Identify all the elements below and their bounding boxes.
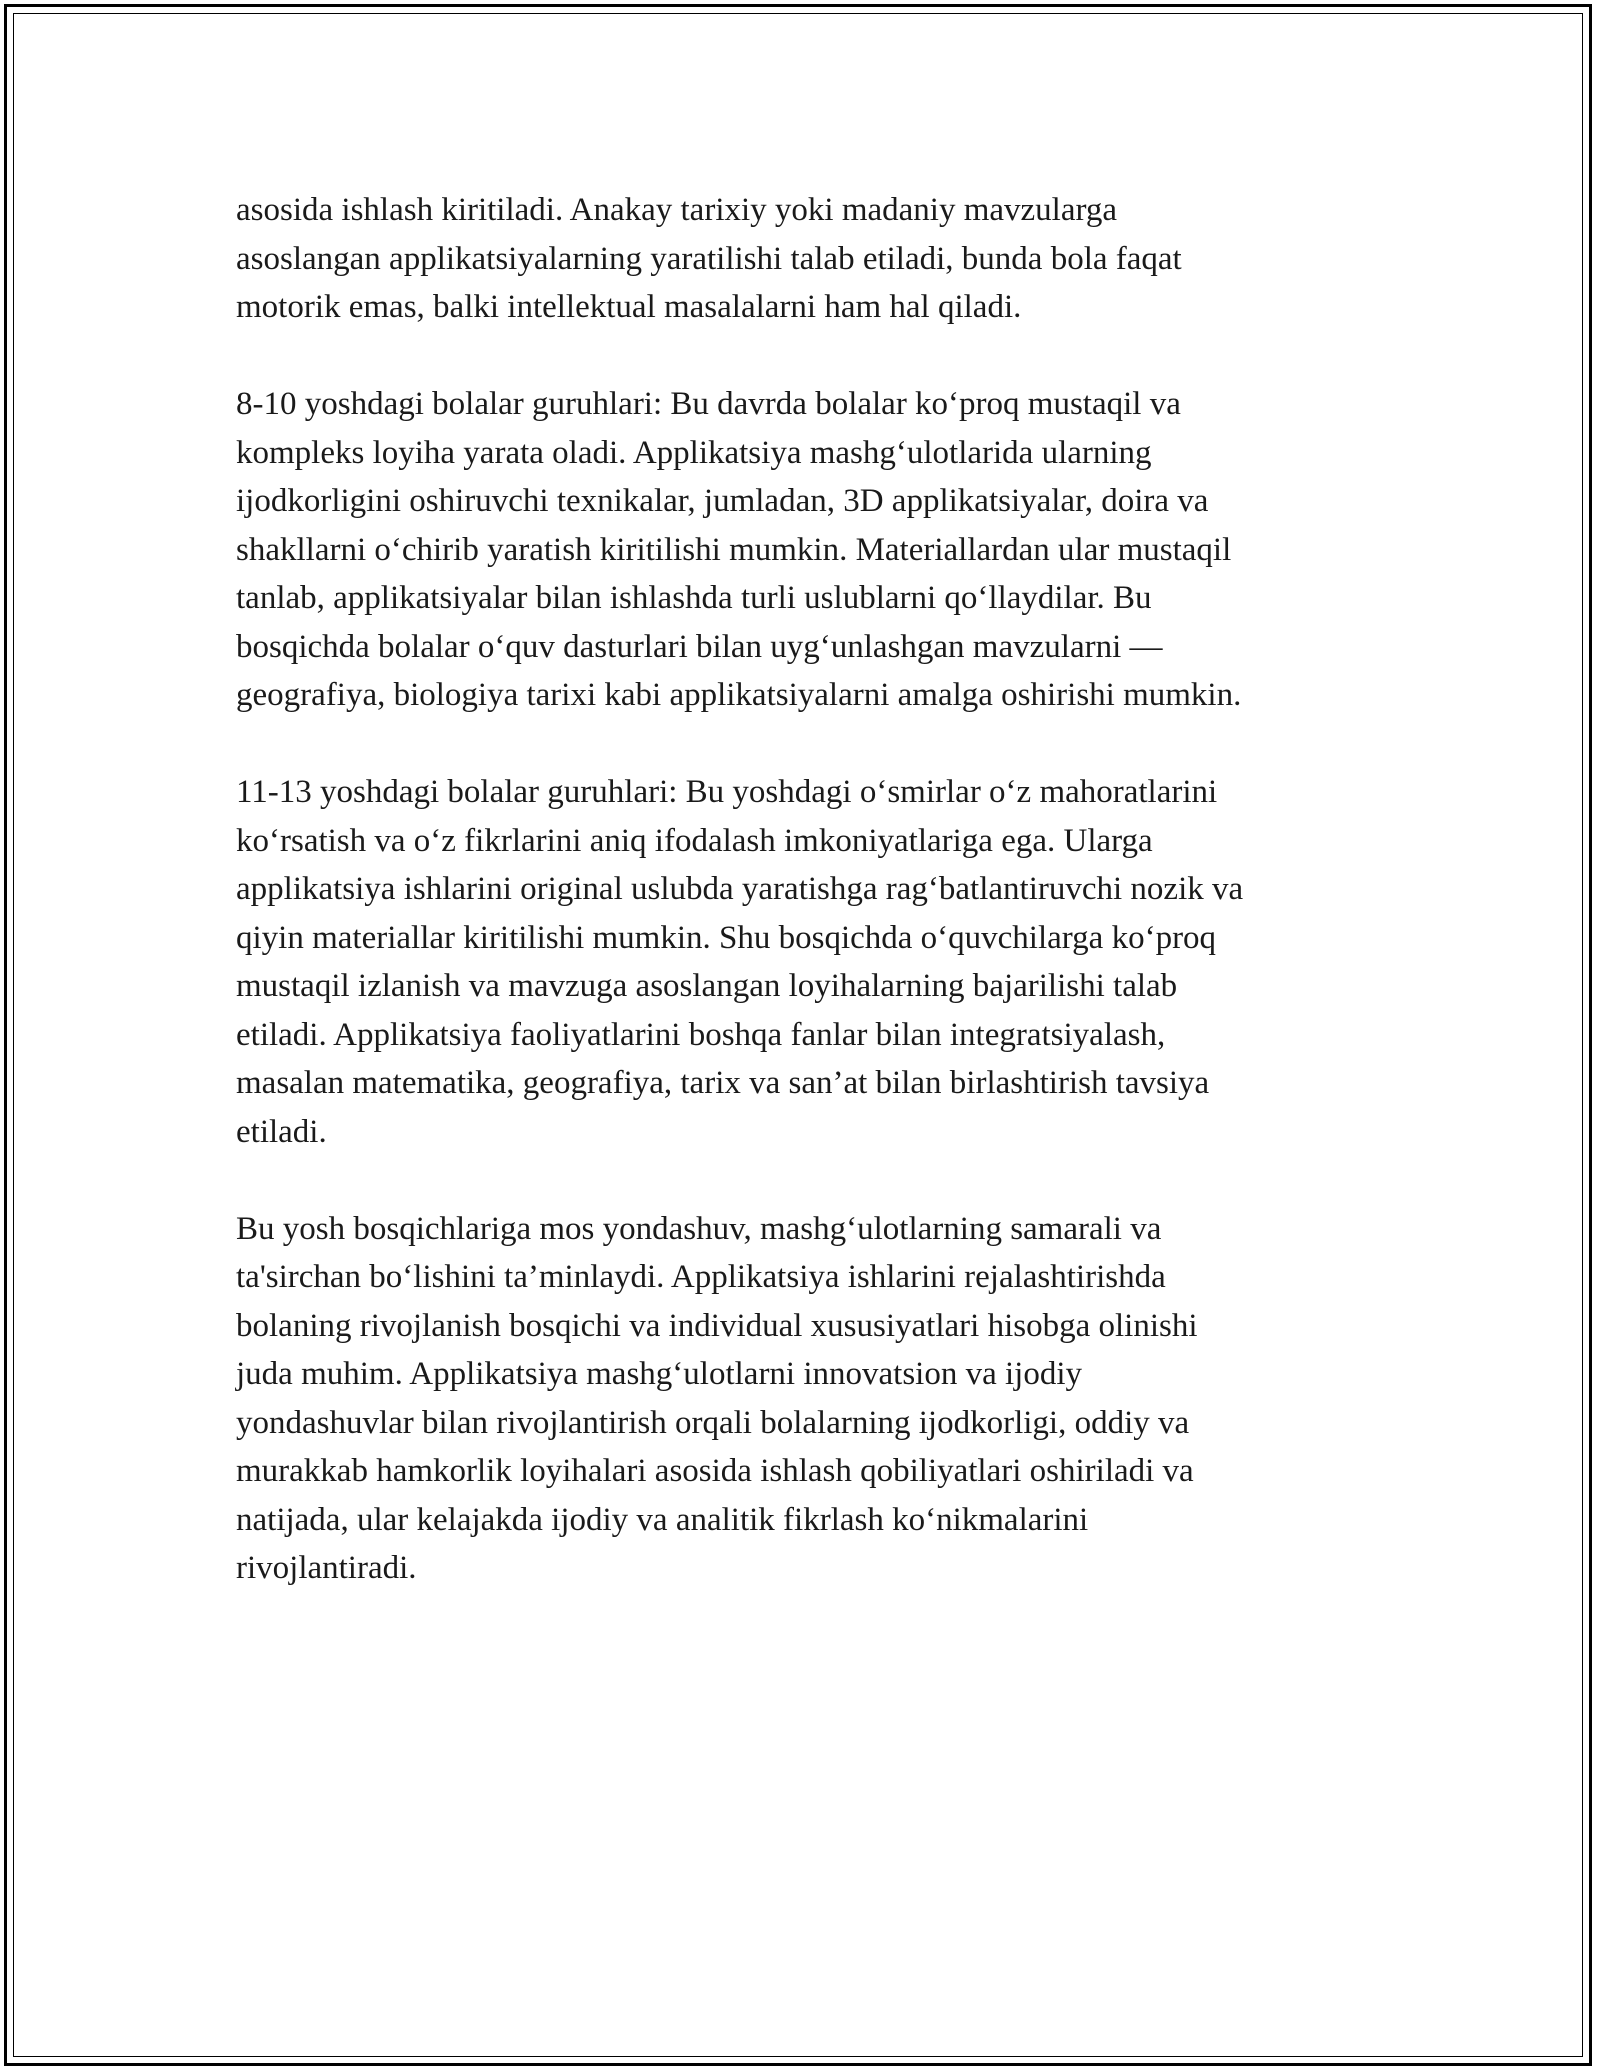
- text-line: asosida ishlash kiritiladi. Anakay tarixiy yoki madaniy mavzularga: [236, 192, 1118, 228]
- document-body: [236, 186, 1366, 1641]
- paragraph-conclusion: [236, 1205, 1366, 1593]
- text-line: bolaning rivojlanish bosqichi va individual xususiyatlari hisobga olinishi: [236, 1307, 1198, 1344]
- text-line: kompleks loyiha yarata oladi. Applikatsiya mashgʻulotlarida ularning: [236, 434, 1152, 471]
- paragraph-age-11-13: [236, 768, 1366, 1156]
- text-line: 8-10 yoshdagi bolalar guruhlari: Bu davrda bolalar koʻproq mustaqil va: [236, 386, 1181, 422]
- text-line: mustaqil izlanish va mavzuga asoslangan loyihalarning bajarilishi talab: [236, 968, 1178, 1004]
- text-line: ijodkorligini oshiruvchi texnikalar, jumladan, 3D applikatsiyalar, doira va: [236, 483, 1209, 519]
- paragraph-age-8-10: [236, 380, 1366, 720]
- text-line: murakkab hamkorlik loyihalari asosida ishlash qobiliyatlari oshiriladi va: [236, 1453, 1194, 1489]
- text-line: motorik emas, balki intellektual masalalarni ham hal qiladi.: [236, 289, 1022, 325]
- text-line: juda muhim. Applikatsiya mashgʻulotlarni innovatsion va ijodiy: [236, 1356, 1082, 1392]
- text-line: natijada, ular kelajakda ijodiy va analitik fikrlash koʻnikmalarini: [236, 1501, 1089, 1538]
- text-line: etiladi.: [236, 1113, 327, 1150]
- text-line: koʻrsatish va oʻz fikrlarini aniq ifodalash imkoniyatlariga ega. Ularga: [236, 822, 1153, 859]
- text-line: tanlab, applikatsiyalar bilan ishlashda turli uslublarni qoʻllaydilar. Bu: [236, 580, 1152, 616]
- text-line: ta'sirchan boʻlishini ta’minlaydi. Applikatsiya ishlarini rejalashtirishda: [236, 1259, 1166, 1295]
- text-line: yondashuvlar bilan rivojlantirish orqali bolalarning ijodkorligi, oddiy va: [236, 1404, 1190, 1441]
- text-line: bosqichda bolalar oʻquv dasturlari bilan uygʻunlashgan mavzularni —: [236, 628, 1163, 665]
- text-line: etiladi. Applikatsiya faoliyatlarini boshqa fanlar bilan integratsiyalash,: [236, 1016, 1166, 1053]
- text-line: applikatsiya ishlarini original uslubda yaratishga ragʻbatlantiruvchi nozik va: [236, 871, 1244, 907]
- text-line: masalan matematika, geografiya, tarix va san’at bilan birlashtirish tavsiya: [236, 1065, 1210, 1101]
- paragraph-continuation: [236, 186, 1366, 332]
- text-line: Bu yosh bosqichlariga mos yondashuv, mashgʻulotlarning samarali va: [236, 1210, 1162, 1247]
- text-line: qiyin materiallar kiritilishi mumkin. Shu bosqichda oʻquvchilarga koʻproq: [236, 919, 1217, 956]
- text-line: 11-13 yoshdagi bolalar guruhlari: Bu yoshdagi oʻsmirlar oʻz mahoratlarini: [236, 774, 1218, 810]
- text-line: geografiya, biologiya tarixi kabi applikatsiyalarni amalga oshirishi mumkin.: [236, 677, 1242, 713]
- text-line: asoslangan applikatsiyalarning yaratilishi talab etiladi, bunda bola faqat: [236, 240, 1182, 277]
- text-line: shakllarni oʻchirib yaratish kiritilishi mumkin. Materiallardan ular mustaqil: [236, 531, 1232, 568]
- text-line: rivojlantiradi.: [236, 1550, 417, 1586]
